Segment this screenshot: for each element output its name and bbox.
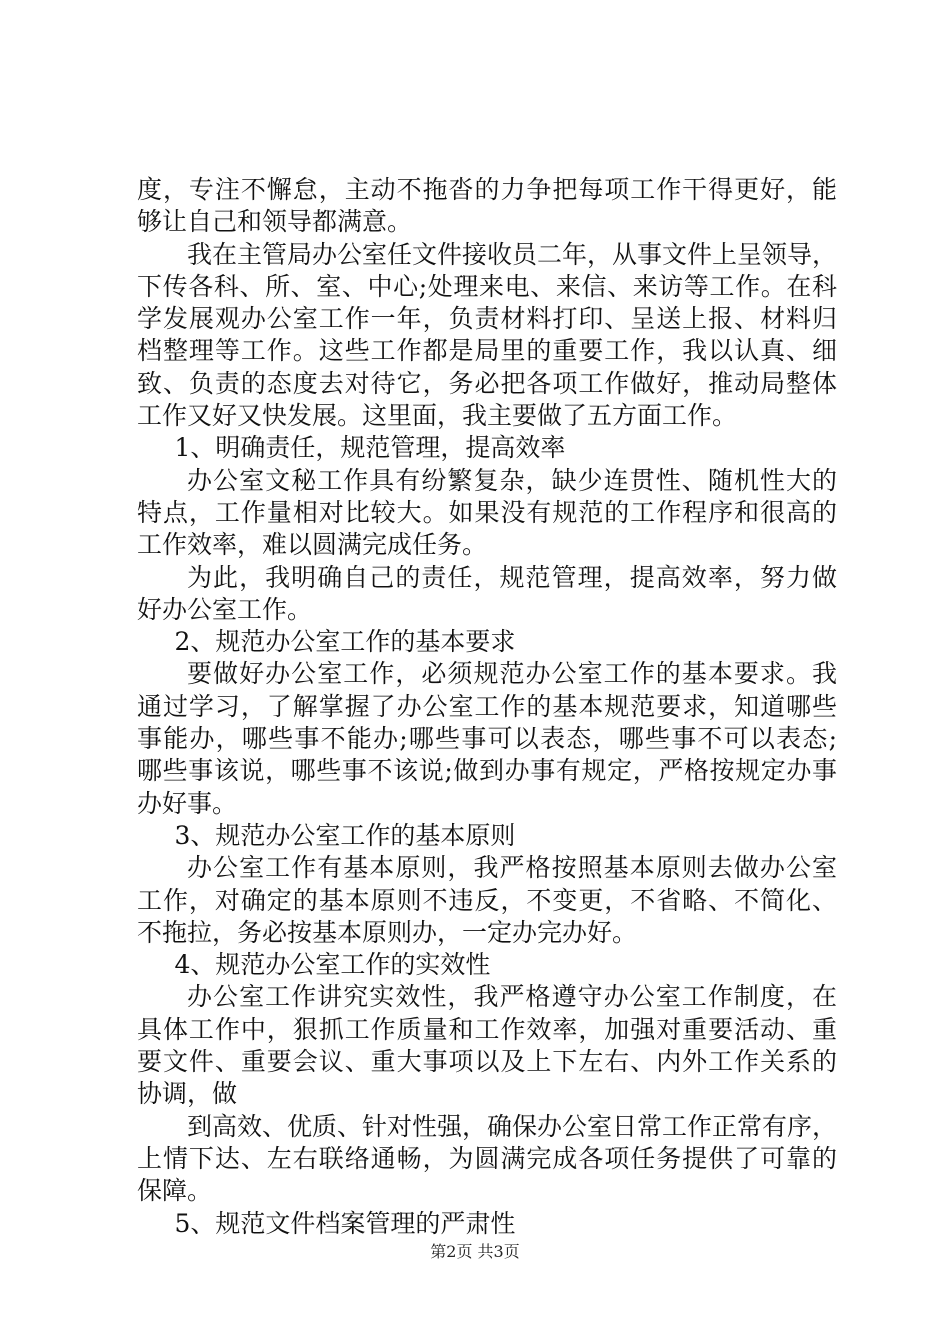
- text-line: 办公室工作讲究实效性，我严格遵守办公室工作制度，在: [187, 982, 837, 1012]
- text-line: 办公室文秘工作具有纷繁复杂，缺少连贯性、随机性大的: [187, 465, 837, 495]
- text-line: 保障。: [137, 1176, 213, 1206]
- text-line: 致、负责的态度去对待它，务必把各项工作做好，推动局整体: [137, 368, 837, 398]
- text-line: 我在主管局办公室任文件接收员二年，从事文件上呈领导，: [187, 239, 837, 269]
- text-line: 上情下达、左右联络通畅，为圆满完成各项任务提供了可靠的: [137, 1143, 837, 1173]
- text-line: 够让自己和领导都满意。: [137, 207, 413, 237]
- text-line: 工作，对确定的基本原则不违反，不变更，不省略、不简化、: [137, 885, 837, 915]
- text-line: 档整理等工作。这些工作都是局里的重要工作，我以认真、细: [137, 336, 837, 366]
- text-line: 3、规范办公室工作的基本原则: [174, 820, 516, 850]
- text-line: 协调，做: [137, 1079, 238, 1109]
- text-line: 下传各科、所、室、中心;处理来电、来信、来访等工作。在科: [137, 271, 837, 301]
- text-line: 办好事。: [137, 788, 238, 818]
- text-line: 度，专注不懈怠，主动不拖沓的力争把每项工作干得更好，能: [137, 175, 837, 204]
- text-line: 工作又好又快发展。这里面，我主要做了五方面工作。: [137, 401, 738, 431]
- text-line: 特点，工作量相对比较大。如果没有规范的工作程序和很高的: [137, 497, 837, 527]
- text-line: 要做好办公室工作，必须规范办公室工作的基本要求。我: [187, 659, 837, 689]
- text-line: 5、规范文件档案管理的严肃性: [174, 1208, 516, 1238]
- text-line: 学发展观办公室工作一年，负责材料打印、呈送上报、材料归: [137, 304, 837, 334]
- page-footer: 第2页 共3页: [430, 1242, 520, 1261]
- text-line: 事能办，哪些事不能办;哪些事可以表态，哪些事不可以表态;: [137, 724, 837, 754]
- document-body: [137, 174, 837, 1240]
- text-line: 4、规范办公室工作的实效性: [174, 950, 491, 980]
- text-line: 办公室工作有基本原则，我严格按照基本原则去做办公室: [187, 853, 837, 883]
- text-line: 要文件、重要会议、重大事项以及上下左右、内外工作关系的: [137, 1047, 837, 1077]
- text-line: 通过学习，了解掌握了办公室工作的基本规范要求，知道哪些: [137, 691, 837, 721]
- text-line: 到高效、优质、针对性强，确保办公室日常工作正常有序，: [187, 1111, 837, 1141]
- text-line: 工作效率，难以圆满完成任务。: [137, 530, 488, 560]
- text-line: 不拖拉，务必按基本原则办，一定办完办好。: [137, 917, 638, 947]
- text-line: 为此，我明确自己的责任，规范管理，提高效率，努力做: [187, 562, 837, 592]
- text-line: 2、规范办公室工作的基本要求: [174, 627, 516, 657]
- text-line: 哪些事该说，哪些事不该说;做到办事有规定，严格按规定办事: [137, 756, 837, 786]
- text-line: 1、明确责任，规范管理，提高效率: [174, 433, 566, 463]
- text-line: 具体工作中，狠抓工作质量和工作效率，加强对重要活动、重: [137, 1014, 837, 1044]
- text-line: 好办公室工作。: [137, 594, 313, 624]
